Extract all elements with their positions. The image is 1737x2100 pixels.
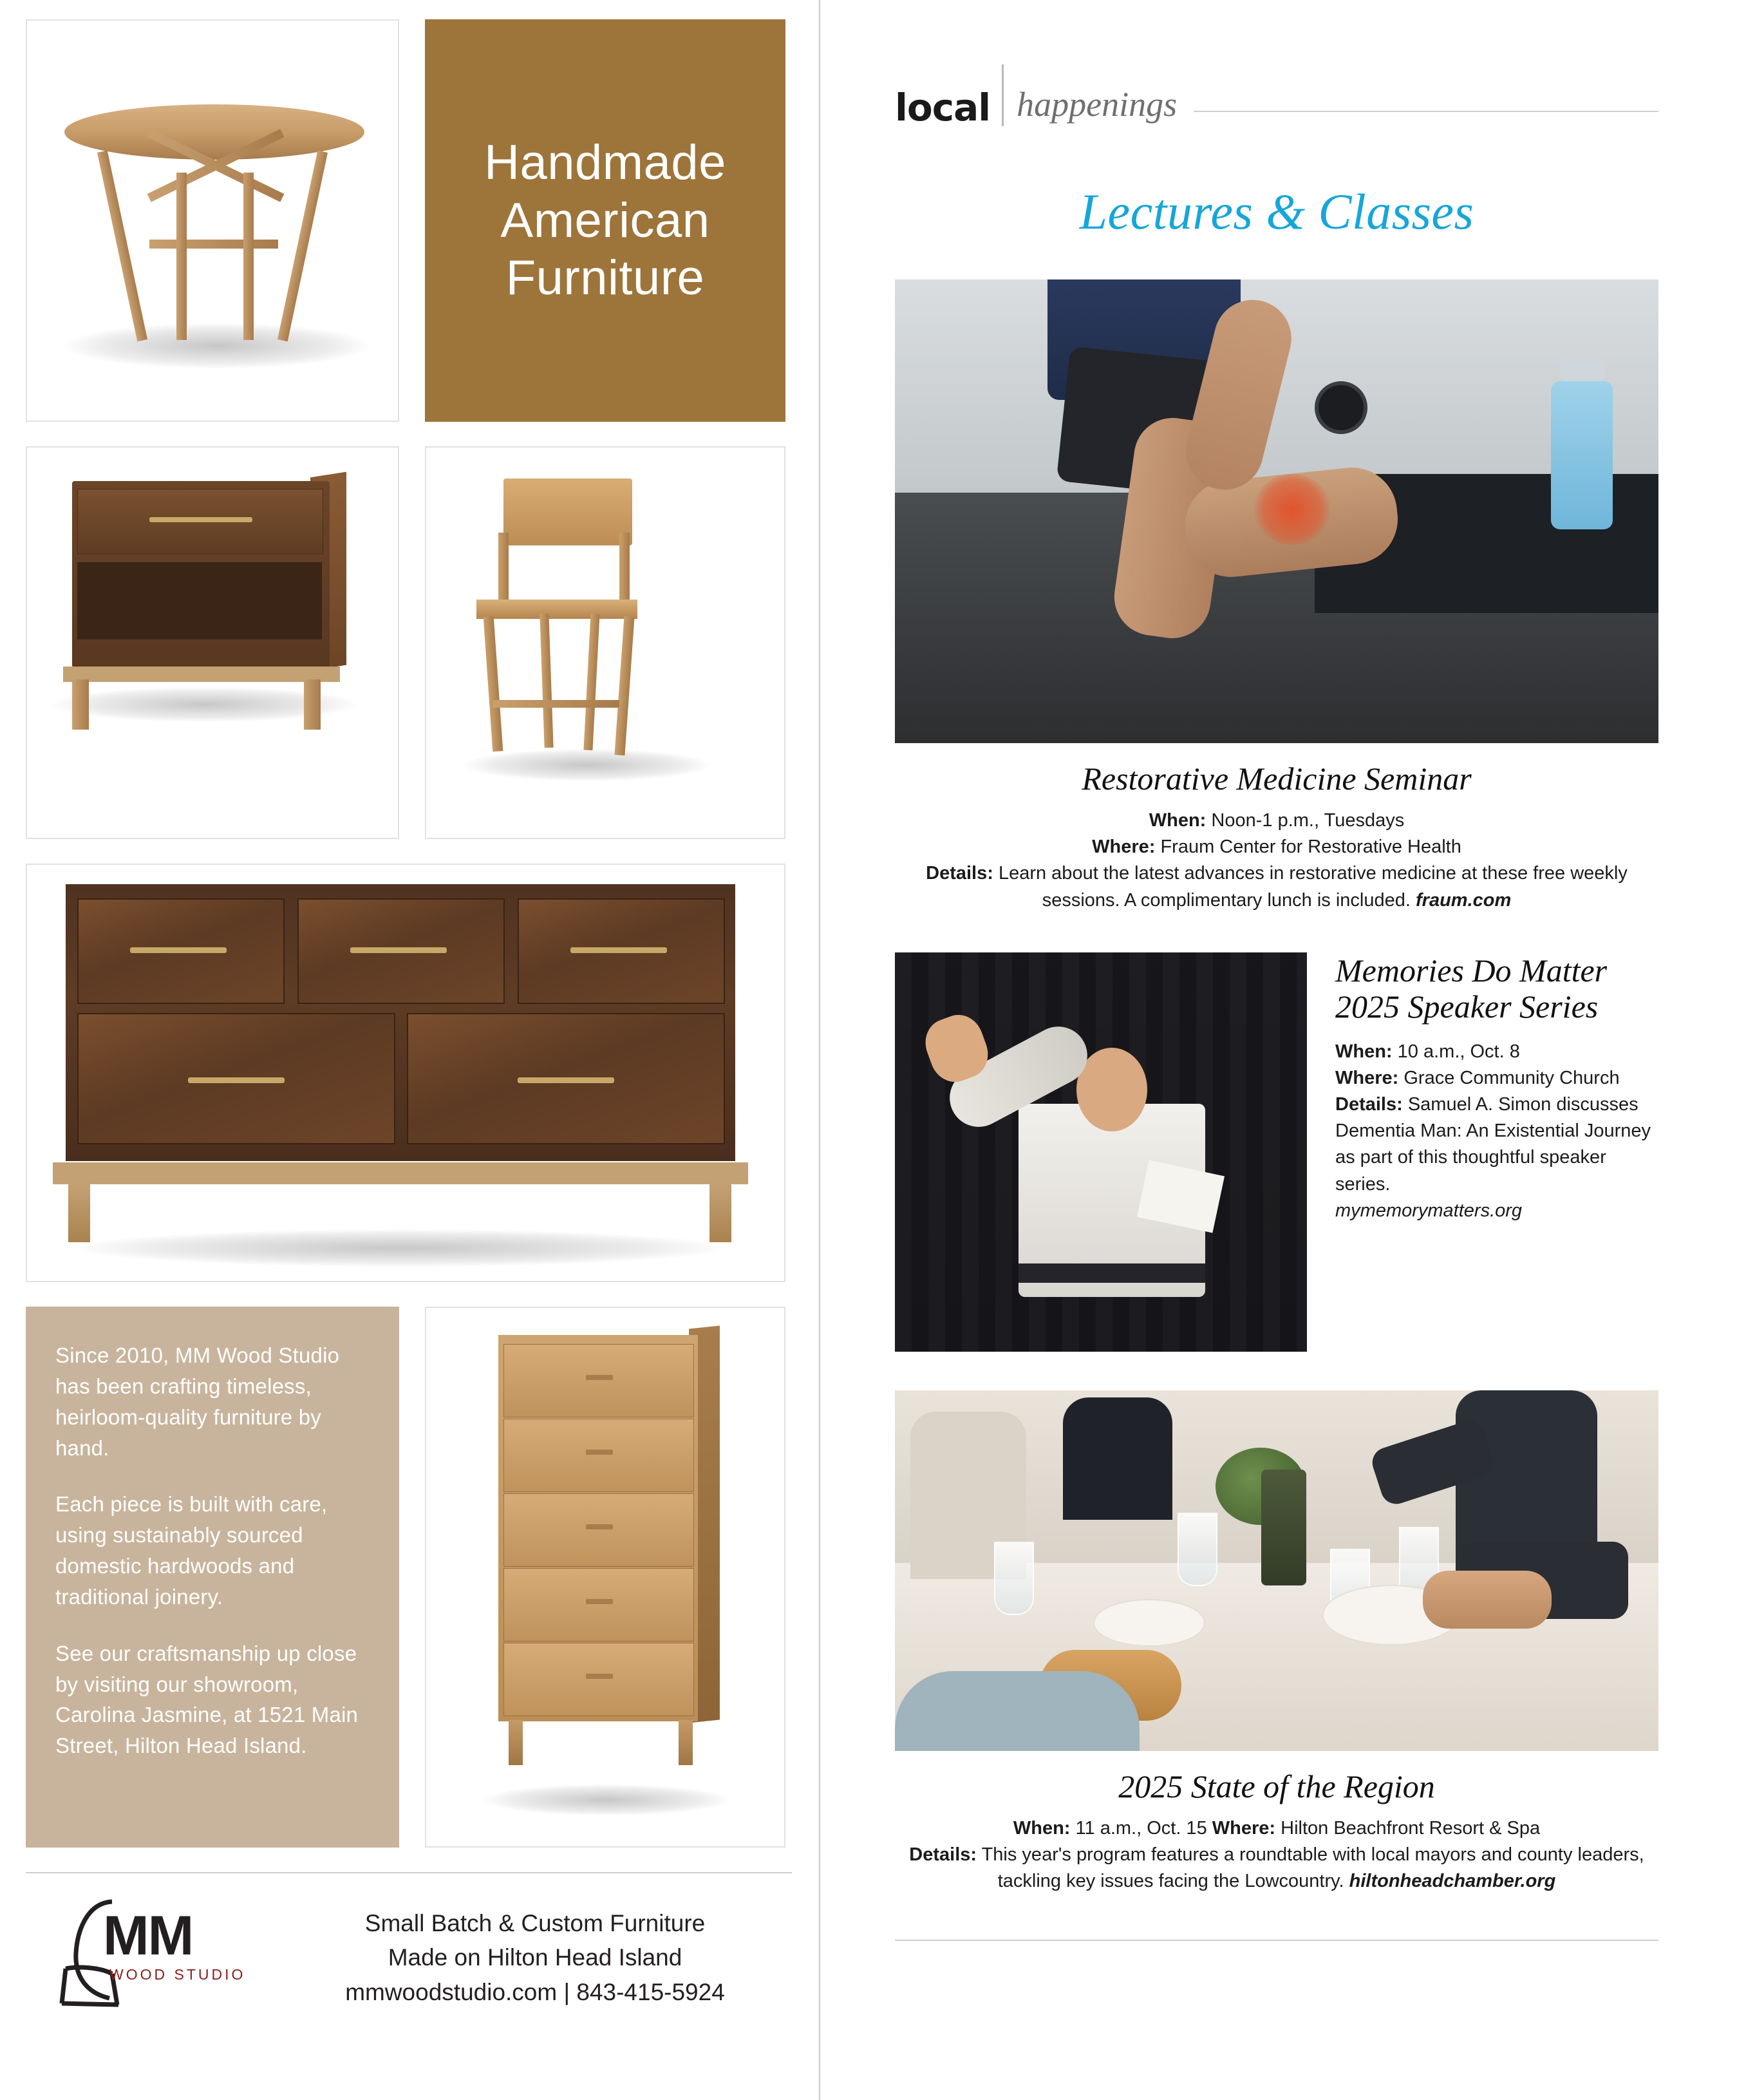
product-photo-tallboy-dresser: [425, 1307, 785, 1848]
logo-subtitle: WOOD STUDIO: [109, 1966, 246, 1983]
section-title: Lectures & Classes: [1079, 184, 1474, 240]
product-photo-dresser: [26, 864, 785, 1282]
ad-second-row: [26, 446, 792, 839]
details-value: Learn about the latest advances in restorative medicine at these free weekly sessions. A complimentary lunch is included.: [998, 863, 1628, 911]
product-photo-chair: [425, 446, 785, 839]
masthead-rule: [1002, 64, 1004, 126]
when-label: When:: [1149, 810, 1207, 831]
chair-illustration: [426, 448, 784, 838]
event-where-line: [895, 834, 1658, 860]
when-value: 10 a.m., Oct. 8: [1397, 1041, 1520, 1062]
advertisement-column: [0, 0, 818, 2100]
event-where-line: [1335, 1065, 1658, 1092]
ad-headline-line-1: Handmade: [484, 135, 726, 190]
tallboy-illustration: [426, 1308, 784, 1846]
when-value: Noon-1 p.m., Tuesdays: [1211, 810, 1405, 831]
event-photo-knee: [895, 279, 1658, 743]
details-value: This year's program features a roundtable with local mayors and county leaders, tackling key issues facing the Lowcountry.: [981, 1844, 1644, 1892]
ad-footer-line-1: Small Batch & Custom Furniture: [364, 1909, 706, 1936]
ad-footer-line-2: Made on Hilton Head Island: [388, 1944, 682, 1971]
event-details-line: [1335, 1092, 1658, 1198]
details-label: Details:: [909, 1844, 977, 1865]
event-url[interactable]: hiltonheadchamber.org: [1349, 1871, 1556, 1892]
event-when-line: [1335, 1039, 1658, 1065]
event-details-line: [895, 1842, 1658, 1895]
nightstand-illustration: [27, 448, 398, 838]
event-title: 2025 State of the Region: [1118, 1768, 1435, 1804]
masthead: [895, 64, 1658, 133]
when-value: 11 a.m., Oct. 15: [1075, 1817, 1207, 1839]
where-label: Where:: [1212, 1817, 1276, 1839]
ad-fourth-row: [26, 1307, 792, 1848]
ad-copy-paragraph-2: Each piece is built with care, using sustainably sourced domestic hardwoods and traditional joinery.: [55, 1492, 328, 1609]
event-details-block: [1335, 1039, 1658, 1224]
event-title: Memories Do Matter 2025 Speaker Series: [1335, 952, 1608, 1025]
when-label: When:: [1335, 1041, 1393, 1062]
ad-copy-paragraph-1: Since 2010, MM Wood Studio has been crafting timeless, heirloom-quality furniture by hand.: [55, 1343, 340, 1460]
event-details-line: [895, 860, 1658, 913]
event-photo-dinner: [895, 1390, 1658, 1751]
details-value: Samuel A. Simon discusses Dementia Man: An Existential Journey as part of this thoughtful speaker series.: [1335, 1094, 1651, 1195]
dresser-illustration: [27, 865, 784, 1281]
ad-footer: [26, 1872, 792, 2025]
bottom-rule: [895, 1940, 1658, 1941]
masthead-local: local: [895, 86, 991, 129]
event-details-block: [895, 1815, 1658, 1895]
ad-copy-paragraph-3: See our craftsmanship up close by visiting our showroom, Carolina Jasmine, at 1521 Main Street, Hilton Head Island.: [55, 1641, 359, 1758]
event-details-block: [895, 808, 1658, 914]
ad-headline-text: [484, 134, 726, 307]
where-label: Where:: [1092, 837, 1156, 858]
ad-footer-contact[interactable]: mmwoodstudio.com | 843-415-5924: [345, 1978, 725, 2005]
ad-footer-text: [287, 1906, 792, 2010]
logo-wordmark: MM: [103, 1905, 193, 1967]
masthead-happenings: happenings: [1017, 84, 1178, 124]
details-label: Details:: [926, 863, 993, 884]
editorial-column: [818, 0, 1736, 2100]
ad-headline-line-2: American: [500, 193, 710, 248]
when-label: When:: [1013, 1817, 1071, 1839]
event-when-where-line: [895, 1815, 1658, 1842]
where-value: Grace Community Church: [1404, 1067, 1620, 1088]
event-state-of-the-region: [895, 1390, 1658, 1895]
event-restorative-medicine-seminar: [895, 279, 1658, 914]
mm-wood-studio-logo: [26, 1890, 270, 2025]
details-label: Details:: [1335, 1094, 1403, 1115]
product-photo-round-table: [26, 19, 399, 422]
where-label: Where:: [1335, 1067, 1399, 1088]
ad-third-row: [26, 864, 792, 1282]
round-table-illustration: [27, 21, 398, 421]
ad-headline-line-3: Furniture: [505, 251, 705, 306]
ad-top-row: [26, 19, 792, 422]
event-text-block: [1335, 952, 1658, 1352]
masthead-hairline: [1194, 111, 1658, 112]
product-photo-nightstand: [26, 446, 399, 839]
event-when-line: [895, 808, 1658, 834]
ad-headline-panel: [425, 19, 785, 422]
event-memories-do-matter-speaker-series: [895, 952, 1658, 1352]
event-url-line: [1335, 1198, 1658, 1224]
ad-copy-block: [26, 1307, 399, 1848]
event-photo-speaker: [895, 952, 1307, 1352]
where-value: Fraum Center for Restorative Health: [1160, 837, 1461, 858]
event-url[interactable]: fraum.com: [1416, 889, 1512, 911]
where-value: Hilton Beachfront Resort & Spa: [1281, 1817, 1541, 1839]
event-title: Restorative Medicine Seminar: [1082, 761, 1472, 797]
event-url[interactable]: mymemorymatters.org: [1335, 1200, 1523, 1221]
